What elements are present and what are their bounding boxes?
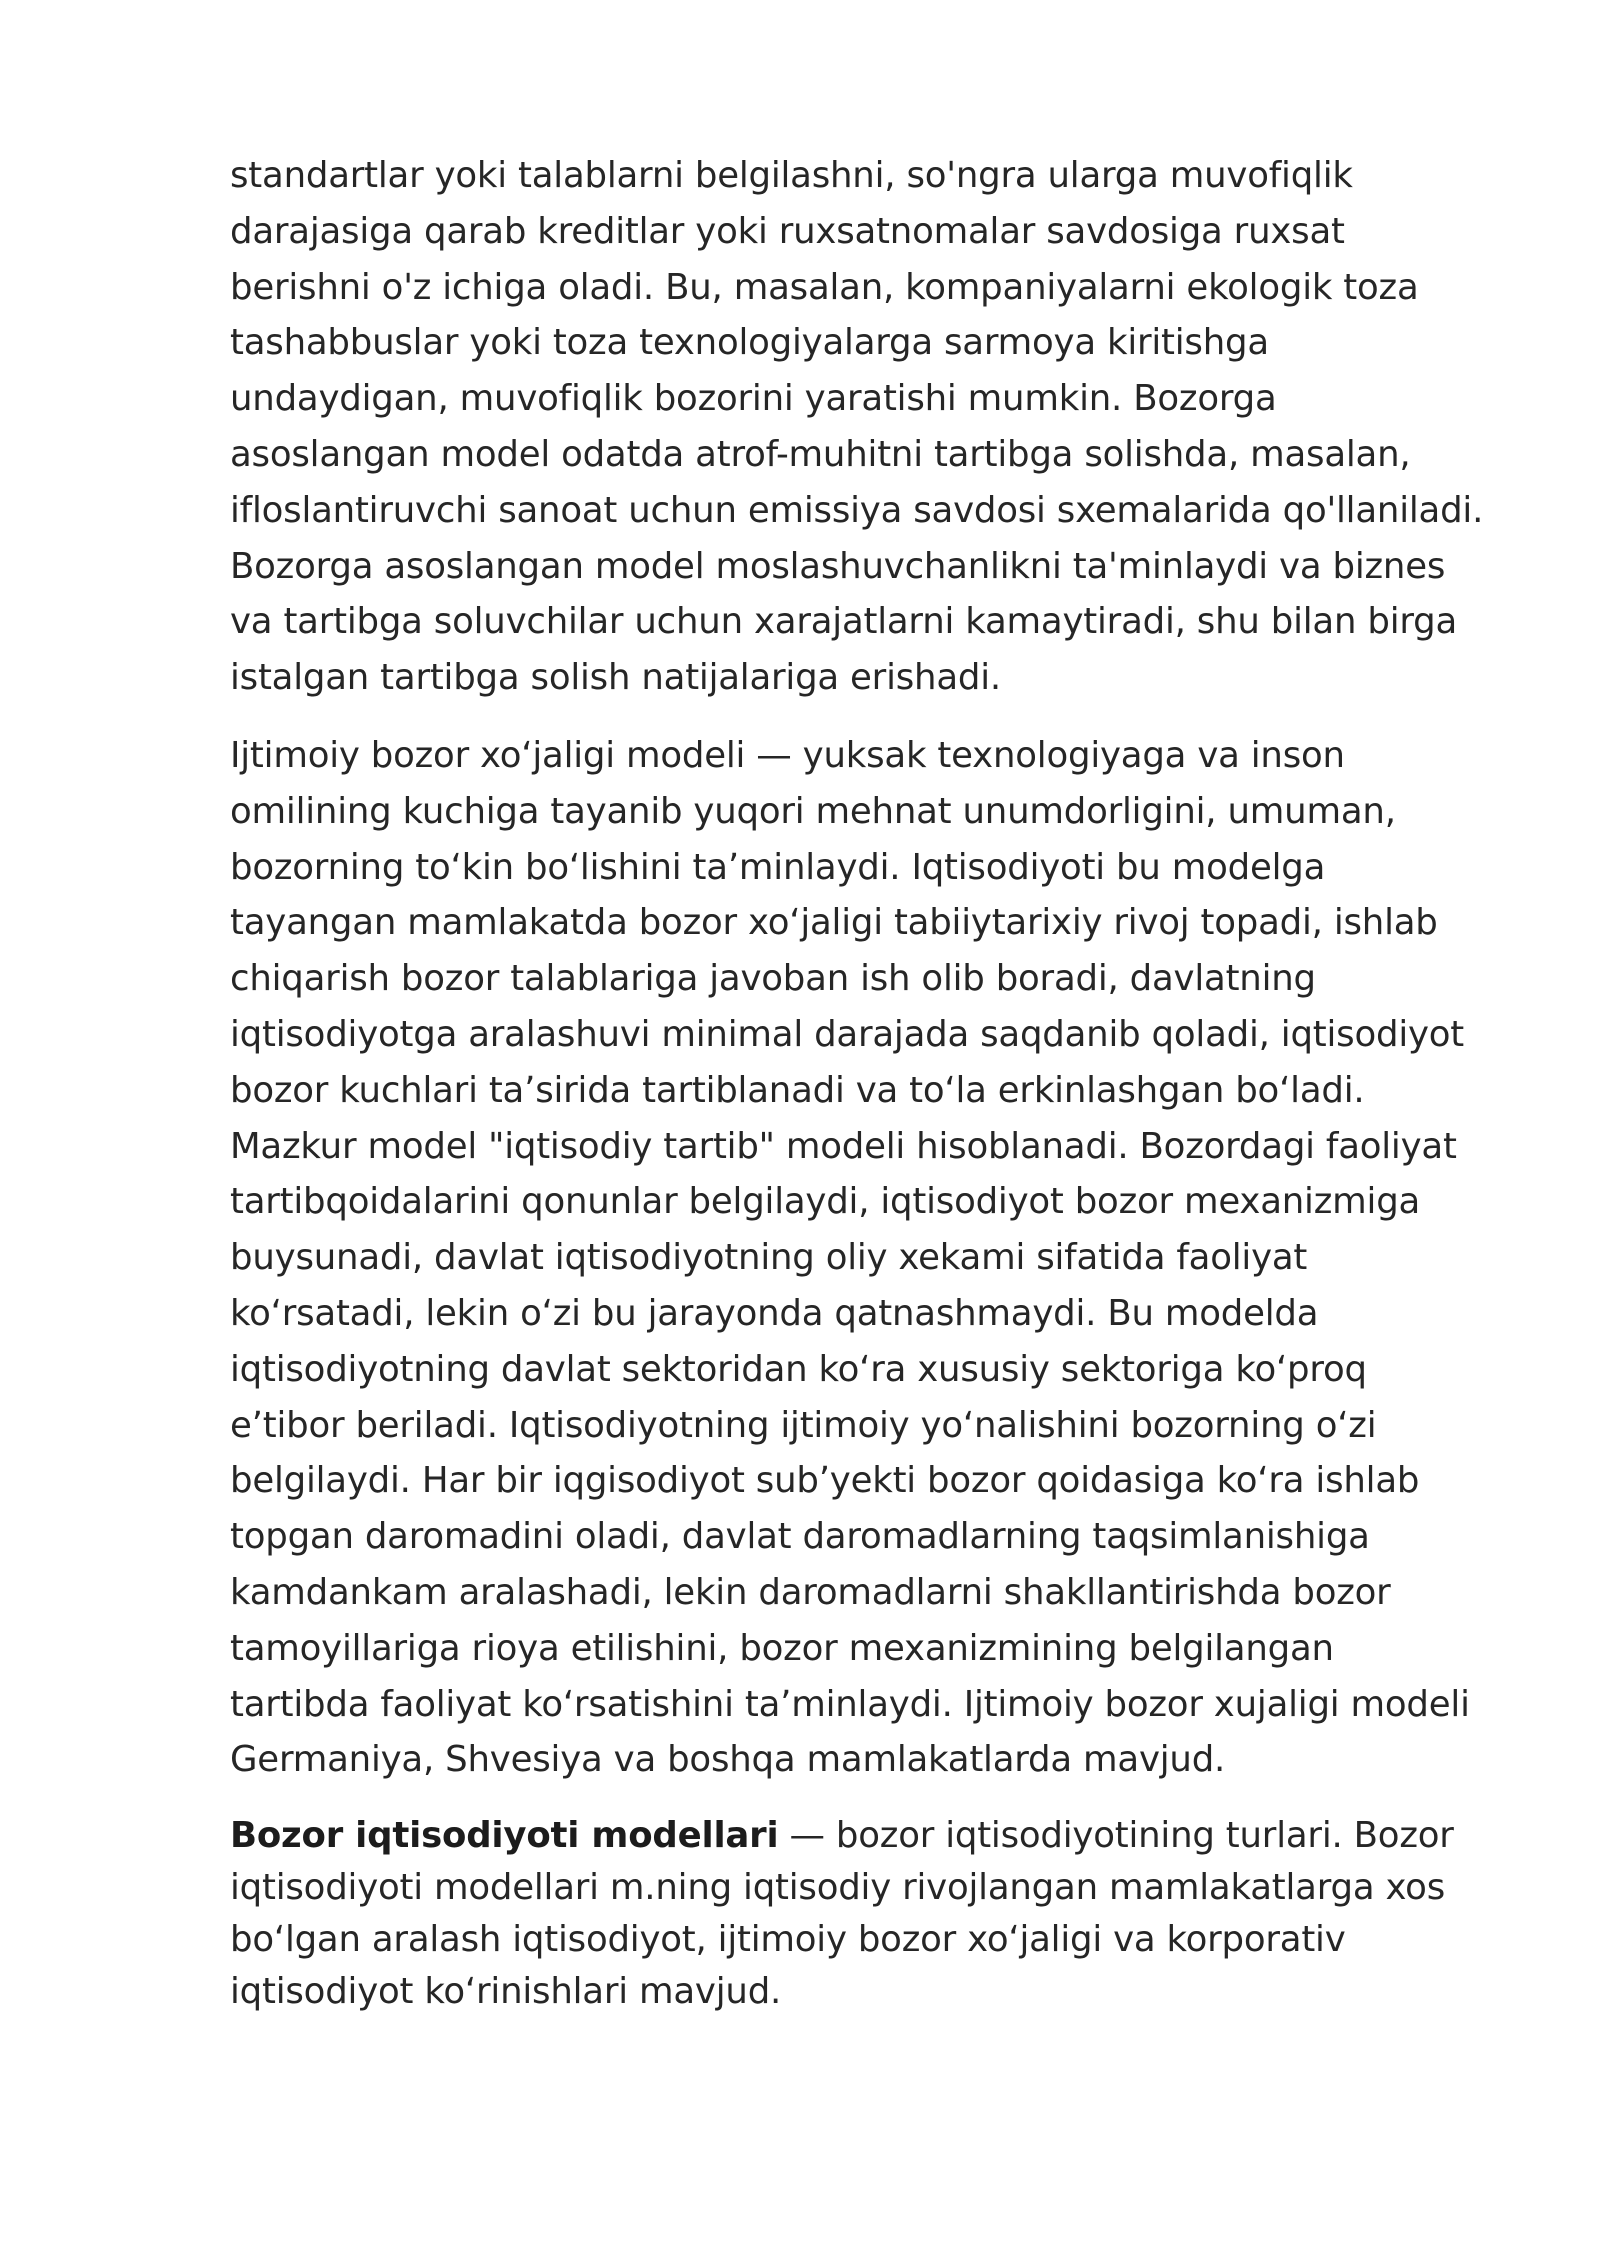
text-line: undaydigan, muvofiqlik bozorini yaratishi mumkin. Bozorga [230, 378, 1277, 420]
text-line: eʼtibor beriladi. Iqtisodiyotning ijtimoiy yoʻnalishini bozorning oʻzi [230, 1404, 1377, 1446]
paragraph-market-based-model [230, 148, 1530, 706]
paragraph-market-economy-models [230, 1810, 1530, 2018]
term-definition: — bozor iqtisodiyotining turlari. Bozor [778, 1815, 1454, 1857]
text-line: koʻrsatadi, lekin oʻzi bu jarayonda qatnashmaydi. Bu modelda [230, 1292, 1319, 1334]
text-line: iqtisodiyot koʻrinishlari mavjud. [230, 1971, 782, 2013]
text-line: iqtisodiyoti modellari m.ning iqtisodiy rivojlangan mamlakatlarga xos [230, 1867, 1445, 1909]
text-line: darajasiga qarab kreditlar yoki ruxsatnomalar savdosiga ruxsat [230, 210, 1345, 252]
text-line: va tartibga soluvchilar uchun xarajatlarni kamaytiradi, shu bilan birga [230, 601, 1458, 643]
text-line: kamdankam aralashadi, lekin daromadlarni shakllantirishda bozor [230, 1571, 1391, 1613]
text-line: tartibda faoliyat koʻrsatishini taʼminlaydi. Ijtimoiy bozor xujaligi modeli [230, 1683, 1470, 1725]
text-line: tamoyillariga rioya etilishini, bozor mexanizmining belgilangan [230, 1627, 1334, 1669]
text-line: iqtisodiyotga aralashuvi minimal darajada saqdanib qoladi, iqtisodiyot [230, 1013, 1465, 1055]
text-line: istalgan tartibga solish natijalariga erishadi. [230, 657, 1001, 699]
term-heading: Bozor iqtisodiyoti modellari [230, 1815, 779, 1857]
text-line: belgilaydi. Har bir iqgisodiyot subʼyekti bozor qoidasiga koʻra ishlab [230, 1460, 1420, 1502]
text-line: topgan daromadini oladi, davlat daromadlarning taqsimlanishiga [230, 1516, 1370, 1558]
text-line: boʻlgan aralash iqtisodiyot, ijtimoiy bozor xoʻjaligi va korporativ [230, 1919, 1346, 1961]
text-line: Mazkur model "iqtisodiy tartib" modeli hisoblanadi. Bozordagi faoliyat [230, 1125, 1457, 1167]
text-line: ifloslantiruvchi sanoat uchun emissiya savdosi sxemalarida qo'llaniladi. [230, 489, 1484, 531]
paragraph-social-market-economy [230, 728, 1530, 1788]
text-line: tayangan mamlakatda bozor xoʻjaligi tabiiytarixiy rivoj topadi, ishlab [230, 902, 1438, 944]
text-line: bozorning toʻkin boʻlishini taʼminlaydi. Iqtisodiyoti bu modelga [230, 846, 1326, 888]
text-line: standartlar yoki talablarni belgilashni, so'ngra ularga muvofiqlik [230, 155, 1353, 196]
text-line [230, 1810, 1530, 1862]
text-line: Germaniya, Shvesiya va boshqa mamlakatlarda mavjud. [230, 1739, 1226, 1781]
text-line: Ijtimoiy bozor xoʻjaligi modeli — yuksak texnologiyaga va inson [230, 734, 1345, 776]
text-line: chiqarish bozor talablariga javoban ish olib boradi, davlatning [230, 958, 1316, 1000]
text-line: tashabbuslar yoki toza texnologiyalarga sarmoya kiritishga [230, 322, 1269, 364]
text-line: iqtisodiyotning davlat sektoridan koʻra xususiy sektoriga koʻproq [230, 1348, 1367, 1390]
text-line: berishni o'z ichiga oladi. Bu, masalan, kompaniyalarni ekologik toza [230, 266, 1419, 308]
text-line: asoslangan model odatda atrof-muhitni tartibga solishda, masalan, [230, 433, 1411, 475]
document-body [230, 148, 1530, 2040]
text-line: buysunadi, davlat iqtisodiyotning oliy xekami sifatida faoliyat [230, 1237, 1308, 1279]
text-line: omilining kuchiga tayanib yuqori mehnat unumdorligini, umuman, [230, 790, 1396, 832]
text-line: Bozorga asoslangan model moslashuvchanlikni ta'minlaydi va biznes [230, 545, 1446, 587]
text-line: bozor kuchlari taʼsirida tartiblanadi va toʻla erkinlashgan boʻladi. [230, 1069, 1365, 1111]
text-line: tartibqoidalarini qonunlar belgilaydi, iqtisodiyot bozor mexanizmiga [230, 1181, 1421, 1223]
